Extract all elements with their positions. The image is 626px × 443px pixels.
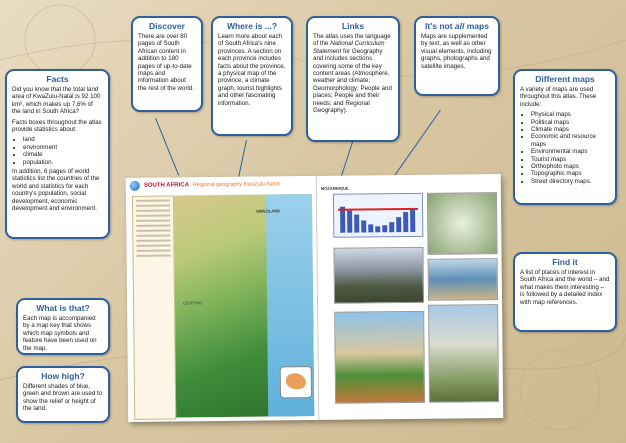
right-page [316,174,504,420]
connector-line [238,140,247,179]
different-title: Different maps [535,74,595,84]
notall-text: Maps are supplemented by text, as well as other visual elements, including graphs, photographs and satellite images. [421,33,492,70]
list-item: • Environmental maps [531,148,610,155]
discover-text: There are over 80 pages of South African content in addition to 180 pages of up-to-date maps and information about the rest of the world. [138,33,195,92]
where-title: Where is ...? [226,21,278,31]
howhigh-title: How high? [41,371,85,381]
photo-mountain [333,247,424,304]
callout-where-is [211,16,293,136]
callout-what-is-that [16,298,110,355]
list-item: • Tourist maps [531,156,610,163]
facts-title: Facts [46,74,69,84]
list-item: • Physical maps [531,111,610,118]
page-header [126,176,316,193]
facts-list [12,136,103,166]
list-item: • climate [23,151,103,158]
map-label-swaziland: SWAZILAND [256,208,280,214]
country-title: SOUTH AFRICA [143,181,189,189]
list-item: • population. [23,159,103,166]
list-item: • Economic and resource maps [531,133,610,148]
links-title: Links [341,21,365,31]
notall-title: It's not all maps [425,21,489,31]
list-item: • Topographic maps [531,170,610,177]
list-item: • Political maps [531,119,610,126]
list-item: • Climate maps [531,126,610,133]
connector-line [394,110,441,176]
facts-text-1: Did you know that the total land area of KwaZulu-Natal is 92 100 km², which makes up 7,6% of the land in South Africa? [12,86,101,116]
photo-satellite [427,192,498,255]
findit-title: Find it [552,257,578,267]
list-item: • Street directory maps. [531,178,610,185]
where-text: Learn more about each of South Africa's nine provinces. A section on each province includes facts about the province, a physical map of the province, a climate graph, tourist highlights and other fascinating information. [218,33,286,107]
whatis-text: Each map is accompanied by a map key that shows which map symbols and feature have been used on the map. [23,315,97,352]
facts-text-3: In addition, 8 pages of world statistics list the countries of the world and statistics for each country's population, social development, economic development and environment. [12,168,100,213]
photo-beach [334,311,425,404]
map-label-mozambique: MOZAMBIQUE [320,185,349,191]
section-title: Regional geography KwaZulu-Natal [192,180,280,188]
callout-how-high [16,366,110,423]
discover-title: Discover [149,21,185,31]
connector-line [155,118,179,176]
callout-links [306,16,400,142]
locator-inset-map [280,366,312,398]
different-list [520,111,610,185]
province-map [174,194,314,417]
left-page [126,176,319,422]
list-item: • environment [23,144,103,151]
list-item: • Orthophoto maps [531,163,610,170]
atlas-spread [126,174,504,422]
climate-graph [333,193,423,238]
globe-icon [130,180,140,190]
callout-not-all-maps [414,16,500,96]
list-item: • land [23,136,103,143]
facts-text-2: Facts boxes throughout the atlas provide statistics about: [12,118,102,134]
connector-line [340,142,353,178]
map-label-lesotho: LESOTHO [183,300,203,306]
photo-city [428,304,499,403]
findit-text: A list of places of interest in South Africa and the world – and what makes them interesting – is followed by a detailed index with map references. [520,269,610,306]
howhigh-text: Different shades of blue, green and brown are used to show the relief or height of the land. [23,383,103,413]
callout-facts [5,69,110,239]
map-key [132,195,176,419]
links-text: The atlas uses the language of the National Curriculum Statement for Geography and includes sections covering some of the key content areas (Atmosphere, weather and climate; Geomorphology; People and places; People and their needs; and Regional Geography). [313,33,392,115]
callout-discover [131,16,203,112]
different-intro: A variety of maps are used throughout this atlas. These include: [520,86,597,108]
whatis-title: What is that? [36,303,90,313]
photo-coast [428,258,498,301]
callout-find-it [513,252,617,332]
callout-different-maps [513,69,617,205]
